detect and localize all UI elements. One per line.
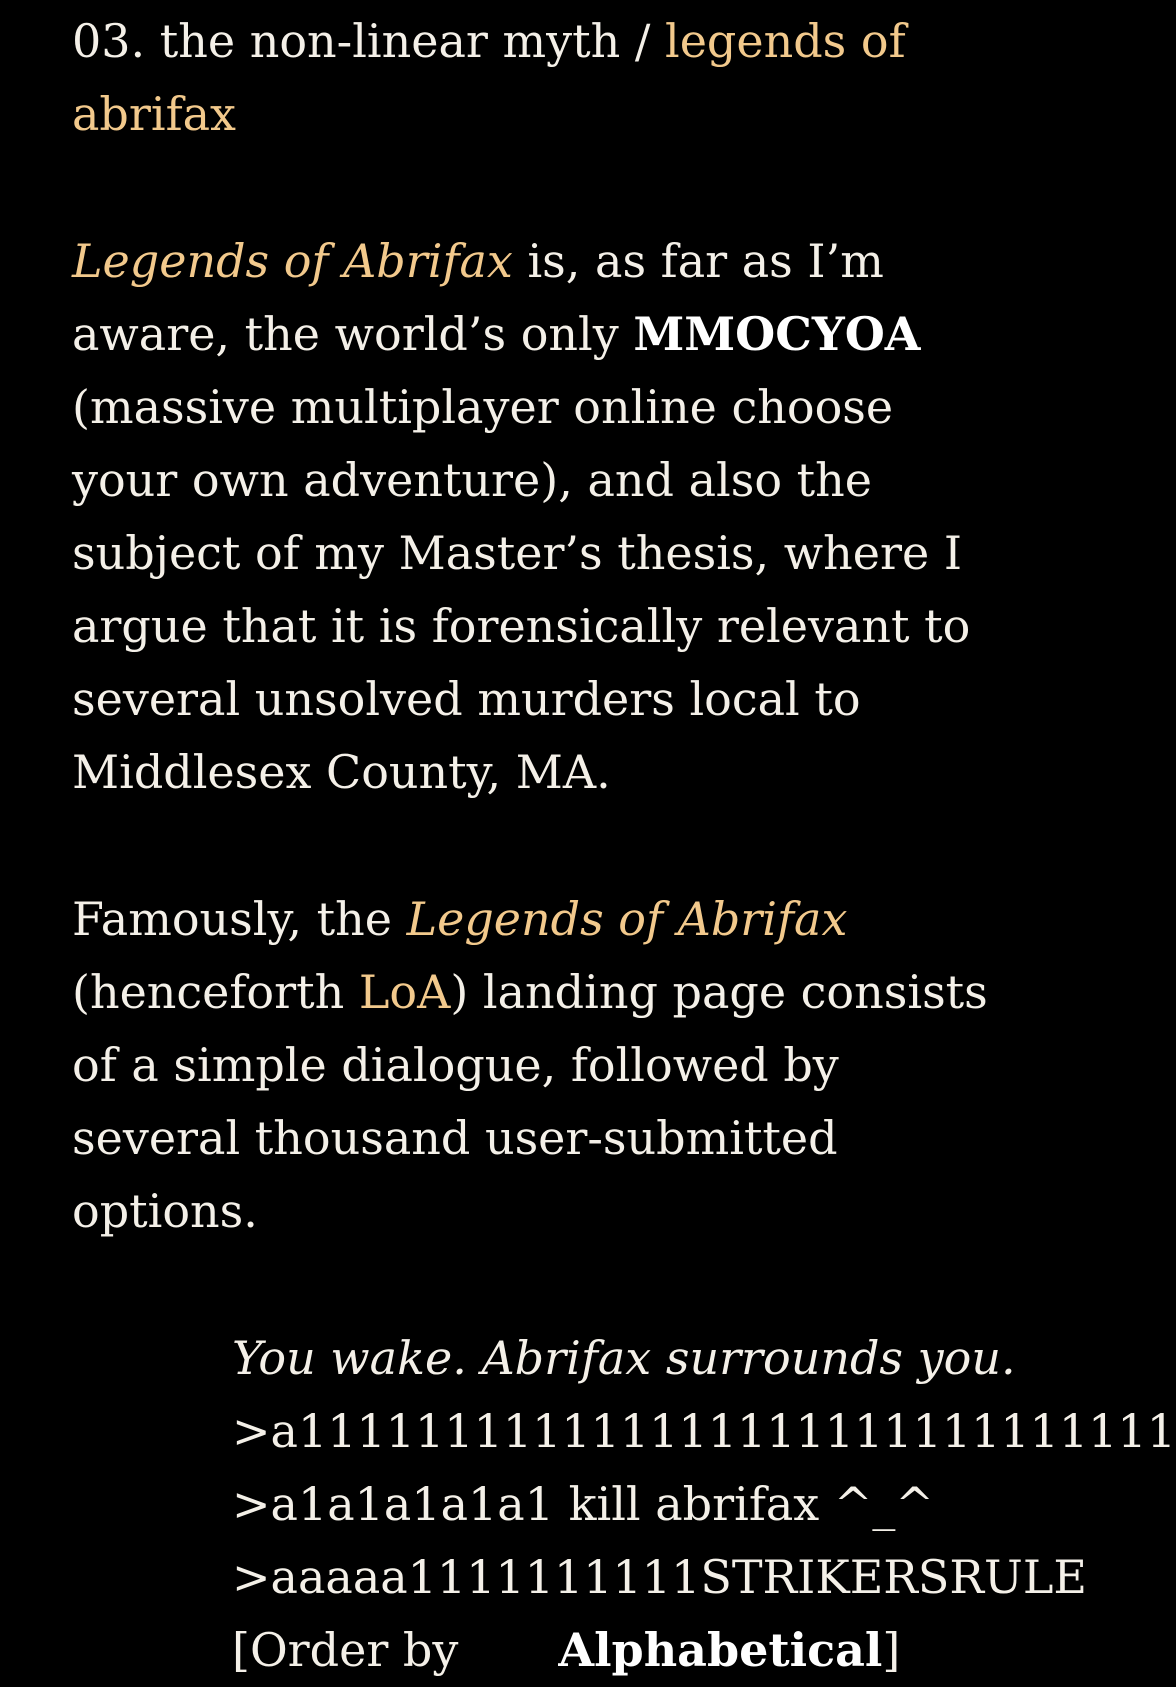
paragraph-text: Famously, the (72, 892, 407, 946)
acronym: MMOCYOA (633, 307, 921, 361)
paragraph-intro (72, 225, 1012, 809)
order-select[interactable]: Alphabetical (558, 1623, 883, 1677)
game-title-link[interactable]: Legends of Abrifax (72, 234, 513, 288)
paragraph-text: ) landing page consists of a simple dialogue, followed by several thousand user-submitted options. (72, 965, 988, 1238)
dialogue-prompt: You wake. Abrifax surrounds you. (232, 1331, 1016, 1385)
article (72, 0, 1176, 1687)
dialogue-option[interactable]: >a1a1a1a1a1 kill abrifax ^_^ (232, 1477, 934, 1531)
dialogue-option[interactable]: >aaaaa1111111111STRIKERSRULE (232, 1550, 1087, 1604)
order-close: ] (882, 1623, 901, 1677)
paragraph-text: is, as far as I’m aware, the world’s only (72, 234, 884, 361)
order-control (232, 1614, 1012, 1687)
dialogue-block (232, 1322, 1176, 1687)
paragraph-text: (henceforth (72, 965, 359, 1019)
paragraph-text: (massive multiplayer online choose your own adventure), and also the subject of my Master’s thesis, where I argue that it is forensically relevant to several unsolved murders local to Middlesex County, MA. (72, 380, 971, 799)
order-label: [Order by (232, 1623, 459, 1677)
heading-prefix: 03. the non-linear myth / (72, 14, 665, 68)
abbreviation-link[interactable]: LoA (358, 965, 451, 1019)
section-heading (72, 5, 1012, 151)
heading-link[interactable]: legends of abrifax (72, 14, 906, 141)
paragraph-landing (72, 883, 1012, 1248)
game-title-link[interactable]: Legends of Abrifax (406, 892, 848, 946)
dialogue-option[interactable]: >a111111111111111111111111111111 (232, 1404, 1176, 1458)
